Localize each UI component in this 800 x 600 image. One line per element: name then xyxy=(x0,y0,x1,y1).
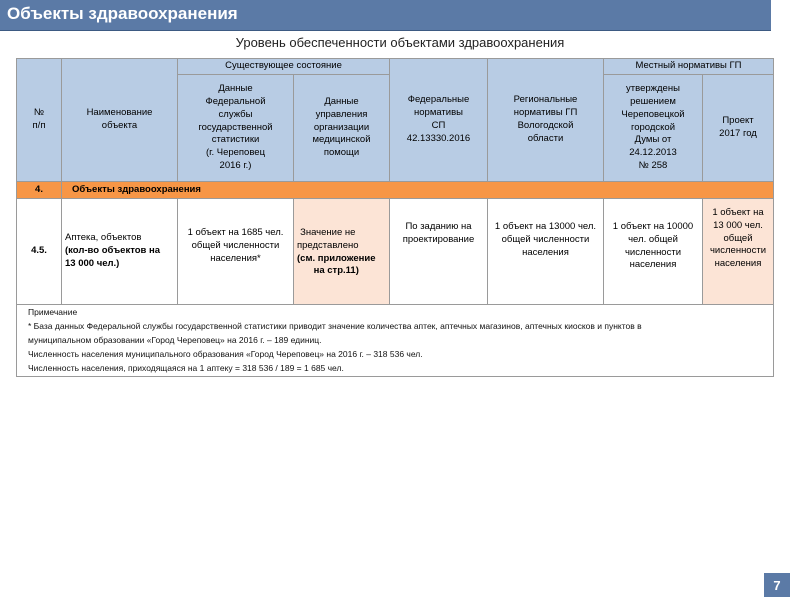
page-subtitle: Уровень обеспеченности объектами здравоохранения xyxy=(235,35,565,50)
col-header-approved: утверждены решением Череповецкой городской Думы от 24.12.2013 № 258 xyxy=(604,75,703,182)
group-header-existing: Существующее состояние xyxy=(178,59,390,75)
row-name-cell xyxy=(62,199,178,305)
section-title: Объекты здравоохранения xyxy=(62,182,773,199)
section-number: 4. xyxy=(17,182,62,199)
notes xyxy=(28,305,768,375)
group-header-local: Местный нормативы ГП xyxy=(604,59,773,75)
title-bar xyxy=(0,0,771,31)
col-header-number: № п/п xyxy=(17,59,62,182)
cell-health-dept xyxy=(294,199,390,305)
col-header-federal-norm: Федеральные нормативы СП 42.13330.2016 xyxy=(390,59,488,182)
cell-project: 1 объект на 13 000 чел. общей численности населения xyxy=(703,199,773,305)
row-name-note: (кол-во объектов на 13 000 чел.) xyxy=(65,245,161,269)
notes-line: муниципальном образовании «Город Череповец» на 2016 г. – 189 единиц. xyxy=(28,335,322,345)
health-dept-ref: (см. приложение на стр.11) xyxy=(297,252,376,277)
health-dept-value: Значение не представлено xyxy=(297,227,359,251)
col-header-health-dept: Данные управления организации медицинской помощи xyxy=(294,75,390,182)
cell-approved: 1 объект на 10000 чел. общей численности населения xyxy=(604,199,703,305)
cell-federal-norm: По заданию на проектирование xyxy=(390,199,488,305)
col-header-project: Проект 2017 год xyxy=(703,75,773,182)
col-header-federal-stat: Данные Федеральной службы государственной статистики (г. Череповец 2016 г.) xyxy=(178,75,294,182)
notes-line: * База данных Федеральной службы государственной статистики приводит значение количества аптек, аптечных магазинов, аптечных киосков и пунктов в xyxy=(28,321,642,331)
row-number: 4.5. xyxy=(17,199,62,305)
row-name: Аптека, объектов xyxy=(65,232,142,244)
page-title: Объекты здравоохранения xyxy=(7,4,238,23)
cell-federal-stat: 1 объект на 1685 чел. общей численности населения* xyxy=(178,199,294,305)
col-header-name: Наименование объекта xyxy=(62,59,178,182)
notes-line: Численность населения муниципального образования «Город Череповец» на 2016 г. – 318 536 чел. xyxy=(28,349,423,359)
notes-line: Численность населения, приходящаяся на 1 аптеку = 318 536 / 189 = 1 685 чел. xyxy=(28,363,344,373)
notes-title: Примечание xyxy=(28,307,78,317)
col-header-regional-norm: Региональные нормативы ГП Вологодской области xyxy=(488,59,604,182)
cell-regional-norm: 1 объект на 13000 чел. общей численности населения xyxy=(488,199,604,305)
page-number: 7 xyxy=(764,573,790,597)
